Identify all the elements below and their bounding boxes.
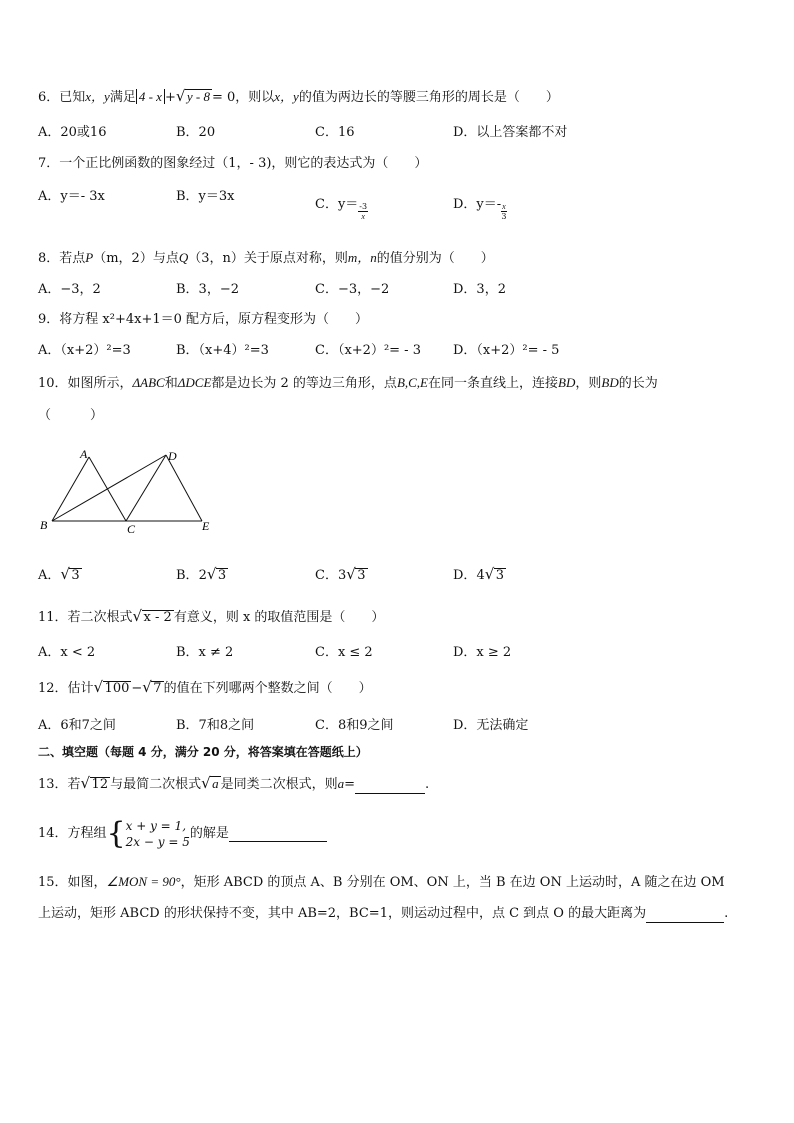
question-9: 9．将方程 x²+4x+1＝0 配方后，原方程变形为（ ） (38, 312, 369, 327)
radical-icon: √ (60, 565, 70, 583)
radical-icon: √ (175, 87, 186, 105)
radicand: 3 (71, 568, 80, 583)
q14-suffix: 的解是 (189, 826, 229, 841)
radical-icon: √ (80, 774, 91, 792)
q10-text3: 在同一条直线上，连接 (428, 376, 559, 391)
q12-sqrt-1 (94, 680, 132, 698)
q10-option-c-letter: C． (315, 568, 338, 583)
q10-option-b-letter: B． (176, 568, 199, 583)
segment-de (166, 455, 202, 521)
question-12 (38, 680, 372, 698)
q7-option-c[interactable] (315, 188, 368, 221)
q6-plus: + (164, 90, 176, 105)
q8-mn: m，n (347, 250, 377, 265)
q10-option-d-coef: 4 (476, 568, 485, 583)
question-11 (38, 609, 384, 627)
q14-answer-blank[interactable] (229, 827, 327, 842)
radicand: 12 (91, 777, 109, 792)
q14-equation-1: x + y = 1, (125, 819, 187, 833)
radical-icon: √ (346, 565, 356, 583)
q11-option-c[interactable]: C．x ≤ 2 (315, 645, 373, 660)
radical-icon: √ (484, 565, 495, 583)
question-10 (38, 374, 658, 393)
q10-triangle-abc: ΔABC (132, 375, 165, 390)
q6-option-d[interactable]: D．以上答案都不对 (453, 125, 568, 140)
label-a: A (80, 447, 88, 461)
q9-option-d[interactable]: D．（x+2）²= - 5 (453, 343, 560, 358)
q10-text2: 都是边长为 2 的等边三角形，点 (211, 376, 397, 391)
q14-equation-2: 2x − y = 5 (125, 835, 190, 849)
segment-bd (52, 455, 166, 521)
q6-mid: 满足 (109, 90, 136, 105)
q6-sqrt (176, 89, 212, 107)
q10-points: B,C,E (396, 375, 428, 390)
q12-option-a[interactable]: A．6和7之间 (38, 718, 116, 733)
label-d: D (168, 449, 177, 463)
q15-prefix: 15．如图， (38, 875, 107, 890)
q13-prefix: 13．若 (38, 777, 81, 792)
q10-option-d-sqrt (485, 567, 506, 585)
q15-end: . (724, 906, 729, 921)
question-15-line-1 (38, 873, 725, 892)
label-c: C (127, 522, 136, 536)
q8-part1: （m，2）与点 (93, 251, 179, 266)
fraction-denominator: x (361, 212, 365, 221)
q10-option-d-letter: D． (453, 568, 477, 583)
q13-sqrt-2 (201, 776, 221, 794)
section-fill-in-heading: 二、填空题（每题 4 分，满分 20 分，将答案填在答题纸上） (38, 745, 368, 759)
q13-a: a (337, 776, 345, 791)
radical-icon: √ (201, 774, 211, 792)
radical-icon: √ (132, 607, 143, 625)
q10-option-b[interactable] (176, 567, 228, 585)
question-15-line-2 (38, 905, 728, 923)
label-b: B (40, 518, 48, 532)
q7-option-c-label: C．y＝ (315, 197, 359, 212)
q13-mid2: 是同类二次根式，则 (220, 777, 338, 792)
q10-option-a-letter: A． (38, 568, 61, 583)
q11-suffix: 有意义，则 x 的取值范围是（ ） (173, 610, 385, 625)
q9-option-c[interactable]: C．（x+2）²= - 3 (315, 343, 421, 358)
q13-mid: 与最简二次根式 (110, 777, 202, 792)
q7-option-d-label: D．y＝- (453, 197, 502, 212)
fraction-numerator: -3 (359, 202, 368, 211)
q14-system (126, 818, 190, 850)
q6-abs: 4 - x (136, 89, 165, 104)
q6-eq: = 0 (211, 90, 236, 105)
q10-and: 和 (164, 376, 178, 391)
radicand: 7 (153, 681, 162, 696)
q8-option-a[interactable]: A．−3，2 (38, 282, 101, 297)
q10-option-b-sqrt (207, 567, 228, 585)
radicand: 3 (495, 568, 504, 583)
q8-point-q: Q (178, 250, 189, 265)
q13-sqrt-1 (81, 776, 111, 794)
q15-line1-rest: ，矩形 ABCD 的顶点 A、B 分别在 OM、ON 上，当 B 在边 ON 上运动时，A 随之在边 OM (180, 875, 725, 890)
q6-suffix2: 的值为两边长的等腰三角形的周长是（ ） (298, 90, 559, 105)
q7-option-d-fraction (501, 202, 507, 221)
q13-eq: = (344, 777, 356, 792)
q8-option-c[interactable]: C．−3，−2 (315, 282, 390, 297)
q6-vars2: x，y (274, 89, 299, 104)
q6-option-b[interactable]: B．20 (176, 125, 216, 140)
q10-text4: ，则 (575, 376, 602, 391)
radicand: x - 2 (143, 610, 172, 625)
q10-option-a-sqrt (60, 567, 81, 585)
q10-bd2: BD (601, 375, 619, 390)
q14-prefix: 14．方程组 (38, 826, 107, 841)
q10-text1: 10．如图所示， (38, 376, 133, 391)
q6-option-c[interactable]: C．16 (315, 125, 355, 140)
q11-sqrt (133, 609, 174, 627)
segment-cd (126, 455, 166, 521)
q15-line2: 上运动，矩形 ABCD 的形状保持不变，其中 AB=2，BC=1，则运动过程中，点 C 到点 O 的最大距离为 (38, 906, 647, 921)
question-7: 7．一个正比例函数的图象经过（1，- 3)，则它的表达式为（ ） (38, 156, 428, 171)
q12-prefix: 12．估计 (38, 681, 94, 696)
question-6 (38, 88, 559, 107)
q8-option-d[interactable]: D．3，2 (453, 282, 506, 297)
question-8 (38, 249, 494, 268)
q10-option-b-coef: 2 (198, 568, 207, 583)
question-13 (38, 775, 429, 794)
q11-option-b[interactable]: B．x ≠ 2 (176, 645, 234, 660)
q11-option-d[interactable]: D．x ≥ 2 (453, 645, 512, 660)
radicand: 3 (217, 568, 227, 583)
q8-option-b[interactable]: B．3，−2 (176, 282, 239, 297)
radicand: 100 (104, 681, 130, 696)
q6-option-a[interactable]: A．20或16 (38, 125, 107, 140)
q11-prefix: 11．若二次根式 (38, 610, 133, 625)
brace-icon: { (106, 816, 126, 851)
q10-option-a[interactable] (38, 567, 82, 585)
q8-prefix: 8．若点 (38, 251, 86, 266)
fraction-denominator: 3 (501, 212, 507, 221)
q11-option-a[interactable]: A．x < 2 (38, 645, 96, 660)
q12-option-c[interactable]: C．8和9之间 (315, 718, 394, 733)
q6-suffix: ，则以 (235, 90, 275, 105)
q12-sqrt-2 (142, 680, 163, 698)
q8-suffix: 的值分别为（ ） (376, 251, 494, 266)
q12-option-b[interactable]: B．7和8之间 (176, 718, 255, 733)
q10-triangle-figure (36, 445, 226, 540)
q10-option-d[interactable] (453, 567, 506, 585)
q7-option-a[interactable]: A．y＝- 3x (38, 189, 105, 204)
q12-option-d[interactable]: D．无法确定 (453, 718, 529, 733)
q6-vars: x，y (85, 89, 110, 104)
q8-part2: （3，n）关于原点对称，则 (188, 251, 348, 266)
q8-point-p: P (85, 250, 94, 265)
q10-bd: BD (558, 375, 576, 390)
radical-icon: √ (142, 678, 152, 696)
q12-suffix: 的值在下列哪两个整数之间（ ） (163, 681, 372, 696)
q15-answer-blank[interactable] (646, 922, 724, 923)
segment-ab (52, 457, 89, 521)
radicand: 3 (357, 568, 366, 583)
q10-text5: 的长为 (618, 376, 658, 391)
q12-minus: − (131, 681, 143, 696)
q10-option-c-sqrt (346, 567, 367, 585)
q10-option-c[interactable] (315, 567, 368, 585)
fraction-numerator: x (502, 202, 506, 211)
label-e: E (202, 519, 210, 533)
q9-option-b[interactable]: B．（x+4）²=3 (176, 343, 269, 358)
q6-sqrt-content: y - 8 (186, 89, 210, 104)
q7-option-b[interactable]: B．y＝3x (176, 189, 235, 204)
q13-answer-blank[interactable] (355, 793, 425, 794)
q9-option-a[interactable]: A．（x+2）²=3 (38, 343, 131, 358)
q15-angle: ∠MON = 90° (106, 874, 181, 889)
q6-prefix: 6．已知 (38, 90, 86, 105)
q7-option-d[interactable] (453, 188, 507, 221)
question-14 (38, 818, 327, 850)
radical-icon: √ (93, 678, 104, 696)
radical-icon: √ (206, 565, 217, 583)
radicand: a (212, 776, 219, 791)
q7-option-c-fraction (358, 202, 368, 221)
q10-answer-paren: （ ） (38, 408, 104, 423)
q10-triangle-dce: ΔDCE (177, 375, 212, 390)
q13-end: . (425, 777, 430, 792)
q10-option-c-coef: 3 (337, 568, 347, 583)
